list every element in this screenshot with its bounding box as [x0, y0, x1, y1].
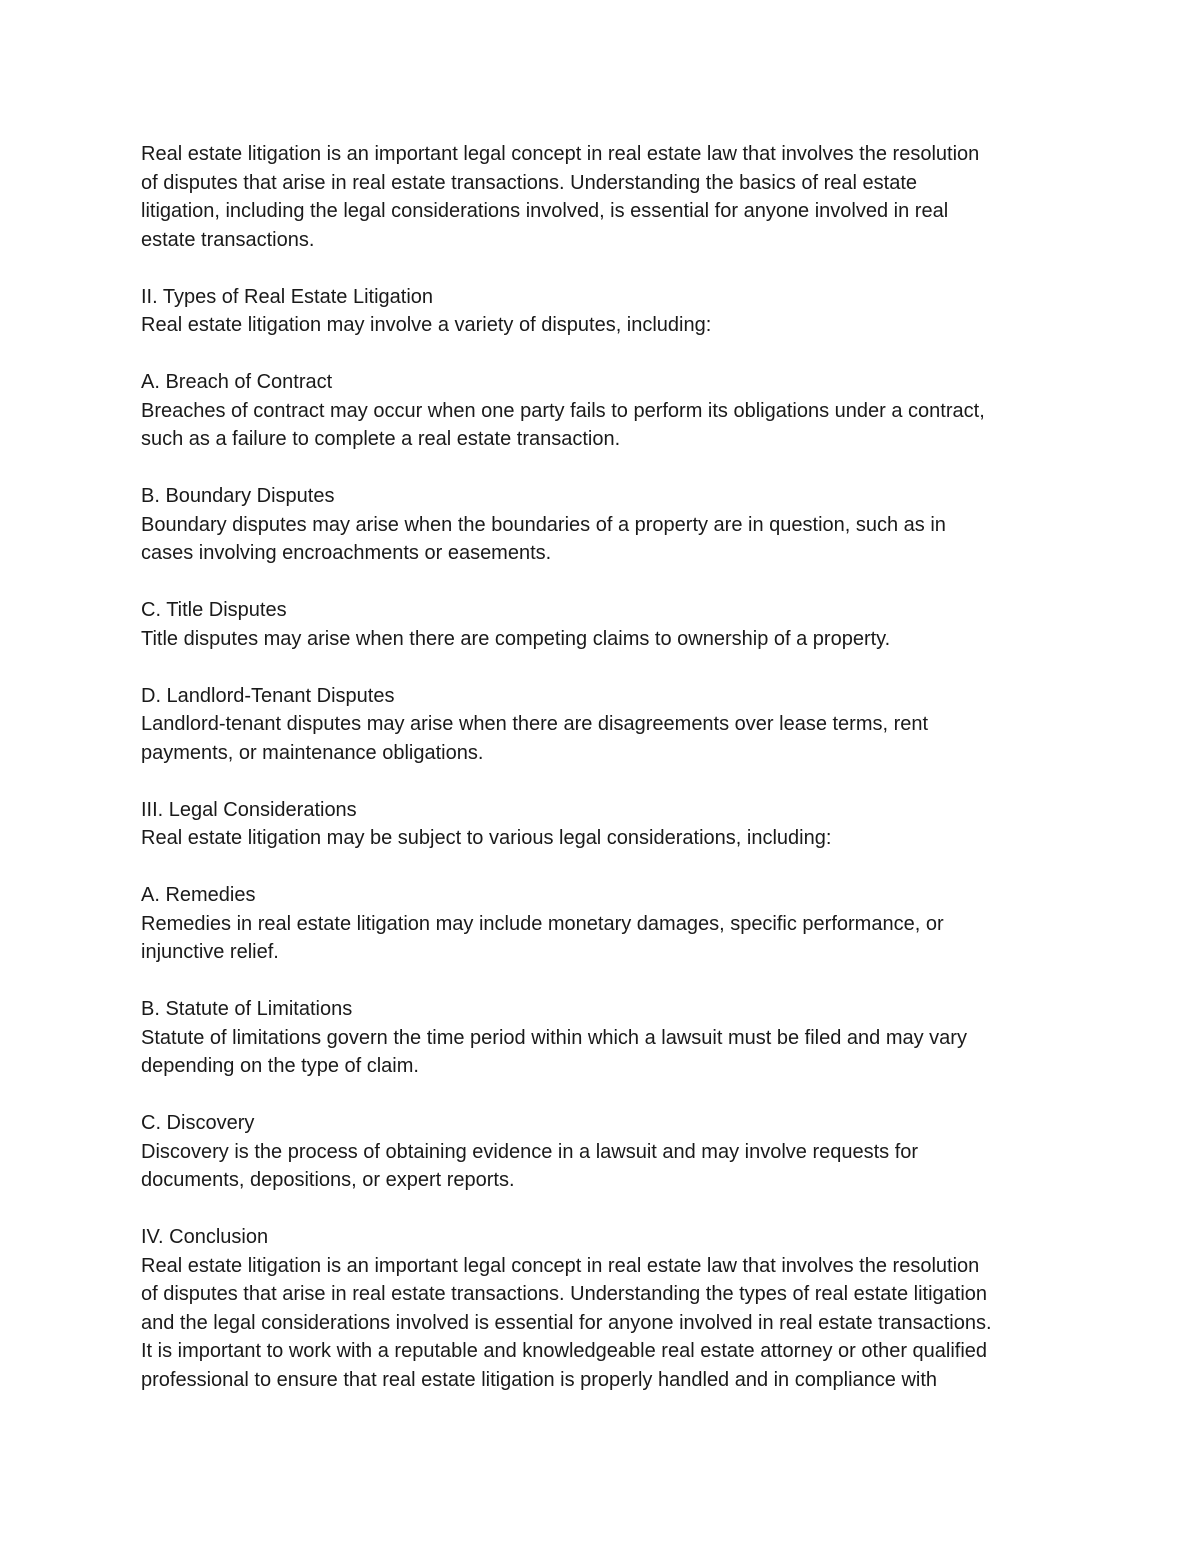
subsection-heading: D. Landlord-Tenant Disputes	[141, 684, 395, 707]
subsection-title-disputes	[141, 596, 1066, 653]
subsection-body-line: such as a failure to complete a real estate transaction.	[141, 428, 621, 450]
intro-line: litigation, including the legal considerations involved, is essential for anyone involved in real	[141, 200, 949, 222]
paragraph-gap	[141, 967, 1066, 996]
paragraph-gap	[141, 454, 1066, 483]
paragraph-gap	[141, 1195, 1066, 1224]
section-legal-considerations	[141, 796, 1066, 853]
intro-line: of disputes that arise in real estate transactions. Understanding the basics of real estate	[141, 171, 917, 194]
section-body-line: Real estate litigation may involve a variety of disputes, including:	[141, 314, 712, 336]
subsection-body-line: Title disputes may arise when there are competing claims to ownership of a property.	[141, 627, 891, 650]
subsection-discovery	[141, 1109, 1066, 1195]
section-conclusion	[141, 1223, 1066, 1394]
subsection-body-line: cases involving encroachments or easements.	[141, 542, 552, 564]
section-heading: III. Legal Considerations	[141, 798, 357, 821]
subsection-heading: A. Breach of Contract	[141, 371, 333, 393]
subsection-heading: C. Title Disputes	[141, 599, 287, 621]
section-body-line: Real estate litigation may be subject to various legal considerations, including:	[141, 827, 832, 849]
subsection-heading: B. Statute of Limitations	[141, 998, 353, 1020]
section-body-line: It is important to work with a reputable and knowledgeable real estate attorney or other qualified	[141, 1340, 988, 1362]
paragraph-gap	[141, 1081, 1066, 1110]
section-body-line: of disputes that arise in real estate transactions. Understanding the types of real estate litigation	[141, 1283, 988, 1305]
subsection-body-line: Landlord-tenant disputes may arise when there are disagreements over lease terms, rent	[141, 713, 929, 735]
subsection-heading: C. Discovery	[141, 1112, 255, 1134]
subsection-body-line: Remedies in real estate litigation may include monetary damages, specific performance, or	[141, 912, 944, 935]
subsection-body-line: depending on the type of claim.	[141, 1055, 419, 1077]
section-heading: II. Types of Real Estate Litigation	[141, 285, 434, 308]
paragraph-gap	[141, 853, 1066, 882]
section-types-of-litigation	[141, 283, 1066, 340]
subsection-body-line: Boundary disputes may arise when the boundaries of a property are in question, such as in	[141, 513, 946, 536]
paragraph-gap	[141, 340, 1066, 369]
subsection-body-line: Breaches of contract may occur when one party fails to perform its obligations under a contract,	[141, 399, 985, 422]
subsection-body-line: documents, depositions, or expert reports.	[141, 1169, 515, 1191]
subsection-body-line: payments, or maintenance obligations.	[141, 741, 484, 764]
paragraph-gap	[141, 653, 1066, 682]
intro-line: Real estate litigation is an important legal concept in real estate law that involves the resolution	[141, 143, 980, 165]
subsection-body-line: Statute of limitations govern the time period within which a lawsuit must be filed and may vary	[141, 1026, 967, 1049]
section-heading: IV. Conclusion	[141, 1226, 269, 1248]
subsection-body-line: Discovery is the process of obtaining evidence in a lawsuit and may involve requests for	[141, 1140, 919, 1163]
intro-paragraph	[141, 140, 1066, 254]
subsection-boundary-disputes	[141, 482, 1066, 568]
section-body-line: Real estate litigation is an important legal concept in real estate law that involves the resolution	[141, 1254, 980, 1277]
subsection-body-line: injunctive relief.	[141, 941, 279, 963]
paragraph-gap	[141, 254, 1066, 283]
subsection-heading: A. Remedies	[141, 884, 256, 906]
paragraph-gap	[141, 568, 1066, 597]
subsection-statute-of-limitations	[141, 995, 1066, 1081]
paragraph-gap	[141, 767, 1066, 796]
section-body-line: professional to ensure that real estate litigation is properly handled and in compliance with	[141, 1368, 938, 1391]
subsection-remedies	[141, 881, 1066, 967]
subsection-heading: B. Boundary Disputes	[141, 485, 335, 507]
intro-line: estate transactions.	[141, 228, 315, 251]
document-body	[141, 140, 1066, 1394]
subsection-landlord-tenant-disputes	[141, 682, 1066, 768]
section-body-line: and the legal considerations involved is essential for anyone involved in real estate transactions.	[141, 1311, 992, 1334]
subsection-breach-of-contract	[141, 368, 1066, 454]
